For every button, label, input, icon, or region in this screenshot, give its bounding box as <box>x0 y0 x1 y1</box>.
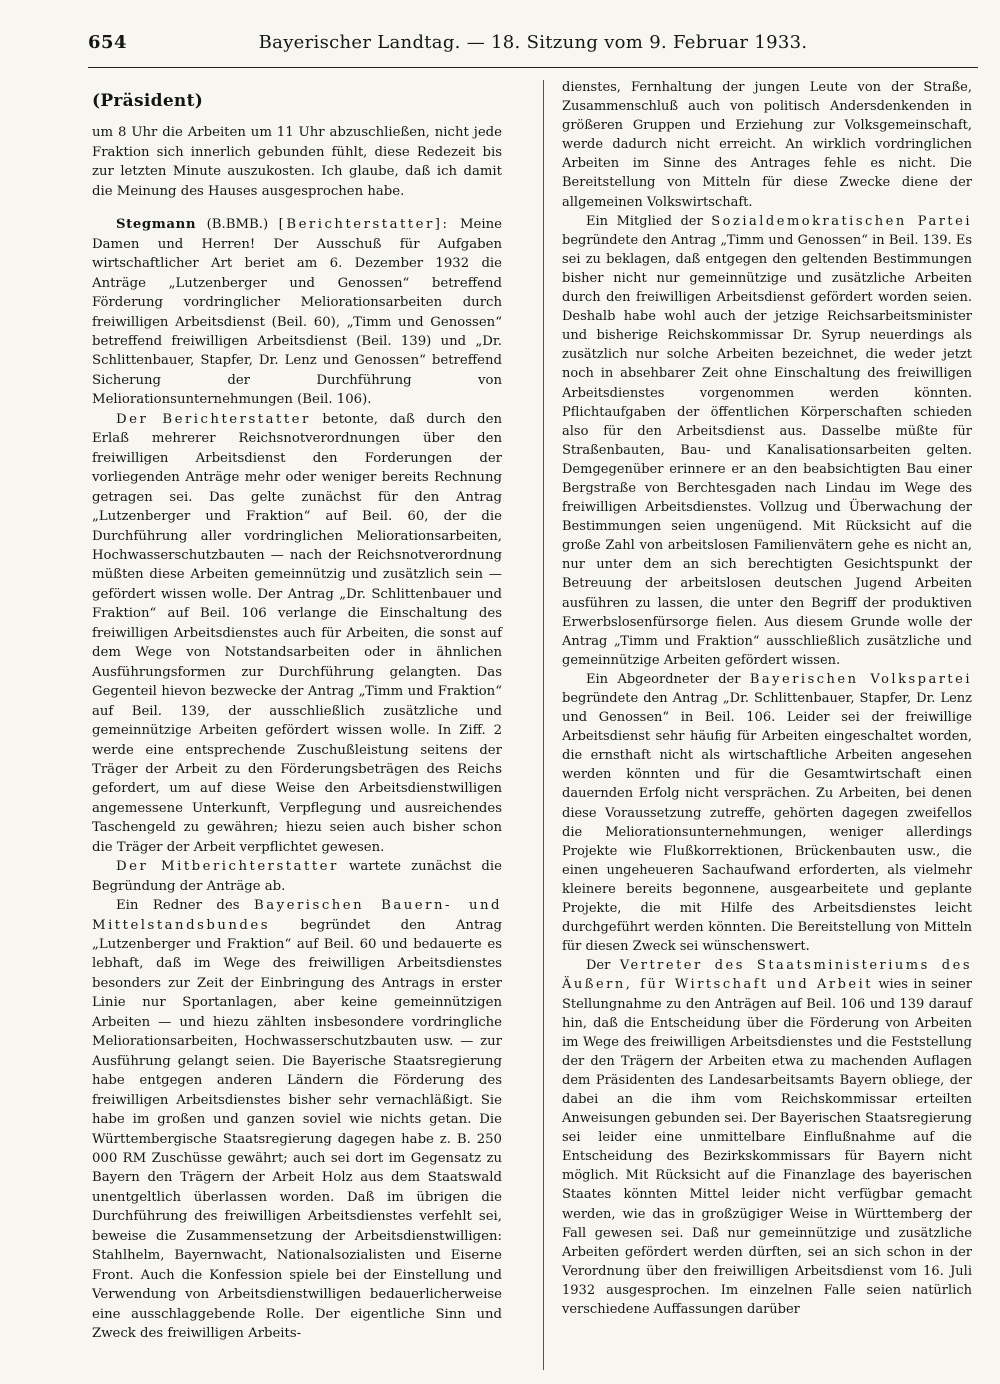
paragraph <box>562 212 972 670</box>
paragraph <box>92 410 502 857</box>
running-title: Bayerischer Landtag. — 18. Sitzung vom 9. Februar 1933. <box>258 32 808 53</box>
paragraph <box>562 670 972 956</box>
paragraph <box>92 215 502 410</box>
paragraph-lead: Der Berichterstatter <box>116 411 311 427</box>
party-name: Bayerischen Volkspartei <box>749 671 972 687</box>
paragraph <box>92 896 502 1343</box>
paragraph-text: Ein Redner des <box>116 898 254 914</box>
paragraph-text: wartete zunächst die Begründung der Anträge ab. <box>92 859 502 894</box>
paragraph-text: Der <box>586 958 620 974</box>
paragraph-text: betonte, daß durch den Erlaß mehrerer Reichsnotverordnungen über den freiwilligen Arbeitsdienst den Forderungen der vorliegenden Anträge mehr oder weniger bereits Rechnung getragen sei. Das gelte zunächst für den Antrag „Lutzenberger und Fraktion“ auf Beil. 60, der die Durchführung aller vordringlichen Meliorationsarbeiten, Hochwasserschutzbauten — nach der Reichsnotverordnung müßten diese Arbeiten gemeinnützig und zusätzlich sein — gefördert wissen wolle. Der Antrag „Dr. Schlittenbauer und Fraktion“ auf Beil. 106 verlange die Einschaltung des freiwilligen Arbeitsdienstes auch für Arbeiten, die sonst auf dem Wege von Notstandsarbeiten oder in ähnlichen Ausführungsformen zur Durchführung gelangten. Das Gegenteil hievon bezwecke der Antrag „Timm und Fraktion“ auf Beil. 139, der ausschließlich zusätzliche und gemeinnützige Arbeiten gefördert wissen wolle. In Ziff. 2 werde eine entsprechende Zuschußleistung seitens der Träger der Arbeit zu den Förderungsbeträgen des Reichs gefordert, um auf diese Weise den Arbeitsdienstwilligen angemessene Unterkunft, Verpflegung und ausreichendes Taschengeld zu gewähren; hiezu seien auch bisher schon die Träger der Arbeit verpflichtet gewesen. <box>92 411 502 855</box>
header-rule <box>88 67 978 68</box>
paragraph: dienstes, Fernhaltung der jungen Leute von der Straße, Zusammenschluß auch von politisch Andersdenkenden in größeren Gruppen und Erziehung zur Volksgemeinschaft, werde dadurch nicht erreicht. An wirklich vordringlichen Arbeiten im Sinne des Antrages fehle es nicht. Die Bereitstellung von Mitteln für diese Zwecke diene der allgemeinen Volkswirtschaft. <box>562 80 972 210</box>
paragraph-text: Ein Abgeordneter der <box>586 671 750 687</box>
paragraph-gap <box>92 201 502 215</box>
column-divider <box>543 80 544 1370</box>
paragraph <box>92 857 502 896</box>
paragraph-text: wies in seiner Stellungnahme zu den Anträgen auf Beil. 106 und 139 darauf hin, daß die Entscheidung über die Förderung von Arbeiten im Wege des freiwilligen Arbeitsdienstes und die Feststellung der den Trägern der Arbeiten etwa zu machenden Auflagen dem Präsidenten des Landesarbeitsamts Bayern obliege, der dabei an die ihm vom Reichskommissar erteilten Anweisungen gebunden sei. Der Bayerischen Staatsregierung sei leider eine unmittelbare Einflußnahme auf die Entscheidung des Bezirkskommissars für Bayern nicht möglich. Mit Rücksicht auf die Finanzlage des bayerischen Staates könnten Mittel leider nicht verfügbar gemacht werden, wie das in großzügiger Weise in Württemberg der Fall gewesen sei. Daß nur gemeinnützige und zusätzliche Arbeiten gefördert werden dürften, sei an sich schon in der Verordnung über den freiwilligen Arbeitsdienst vom 16. Juli 1932 ausgesprochen. Im einzelnen Falle seien natürlich verschiedene Auffassungen darüber <box>562 977 972 1317</box>
left-column <box>92 78 502 1344</box>
paragraph <box>562 956 972 1319</box>
paragraph-text: Ein Mitglied der <box>586 213 712 229</box>
party-name: Bayerischen Bauern- und Mittelstandsbundes <box>92 898 502 933</box>
paragraph-text: begründet den Antrag „Lutzenberger und Fraktion“ auf Beil. 60 und bedauerte es lebhaft, daß im Wege des freiwilligen Arbeitsdienstes besonders zur Zeit der Einbringung des Antrags in erster Linie nur Sportanlagen, aber keine gemeinnützigen Arbeiten — und hiezu zählten insbesondere vordringliche Meliorationsarbeiten, Hochwasserschutzbauten usw. — zur Ausführung gelangt seien. Die Bayerische Staatsregierung habe entgegen anderen Ländern die Förderung des freiwilligen Arbeitsdienstes bisher sehr vernachläßigt. Sie habe im großen und ganzen soviel wie nichts getan. Die Württembergische Staatsregierung dagegen habe z. B. 250 000 RM Zuschüsse gewährt; auch sei dort im Gegensatz zu Bayern den Trägern der Arbeit Holz aus dem Staatswald unentgeltlich überlassen worden. Daß im übrigen die Durchführung des freiwilligen Arbeitsdienstes verfehlt sei, beweise die Zusammensetzung der Arbeitsdienstwilligen: Stahlhelm, Bayernwacht, Nationalsozialisten und Eiserne Front. Auch die Konfession spiele bei der Einstellung und Verwendung von Arbeitsdienstwilligen bedauerlicherweise eine ausschlaggebende Rolle. Der eigentliche Sinn und Zweck des freiwilligen Arbeits- <box>92 917 502 1342</box>
section-heading: (Präsident) <box>92 91 204 111</box>
speaker-party: (B.BMB.) <box>206 217 269 233</box>
page-number: 654 <box>88 32 128 53</box>
paragraph: um 8 Uhr die Arbeiten um 11 Uhr abzuschließen, nicht jede Fraktion sich innerlich gebunden fühlt, diese Redezeit bis zur letzten Minute auszukosten. Ich glaube, daß ich damit die Meinung des Hauses ausgesprochen habe. <box>92 125 502 199</box>
paragraph-text: begründete den Antrag „Timm und Genossen“ in Beil. 139. Es sei zu beklagen, daß entgegen den geltenden Bestimmungen bisher nicht nur gemeinnützige und zusätzliche Arbeiten durch den freiwilligen Arbeitsdienst gefördert worden seien. Deshalb habe wohl auch der jetzige Reichsarbeitsminister und bisherige Reichskommissar Dr. Syrup neuerdings als zusätzlich nur solche Arbeiten bezeichnet, die weder jetzt noch in absehbarer Zeit ohne Einschaltung des freiwilligen Arbeitsdienstes vorgenommen werden könnten. Pflichtaufgaben der öffentlichen Körperschaften schieden also für den Arbeitsdienst aus. Dasselbe müßte für Straßenbauten, Bau- und Kanalisationsarbeiten gelten. Demgegenüber erinnere er an den beabsichtigten Bau einer Bergstraße von Berchtesgaden nach Lindau im Wege des freiwilligen Arbeitsdienstes. Vollzug und Überwachung der Bestimmungen seien ungenügend. Mit Rücksicht auf die große Zahl von arbeitslosen Familienvätern gehe es nicht an, nur unter dem an sich berechtigten Gesichtspunkt der Betreuung der arbeitslosen deutschen Jugend Arbeiten ausführen zu lassen, die unter den Begriff der produktiven Erwerbslosenfürsorge fielen. Aus diesem Grunde wolle der Antrag „Timm und Fraktion“ ausschließlich zusätzliche und gemeinnützige Arbeiten gefördert wissen. <box>562 232 972 668</box>
right-column <box>562 78 972 1319</box>
paragraph-text: Meine Damen und Herren! Der Ausschuß für Aufgaben wirtschaftlicher Art beriet am 6. Dezember 1932 die Anträge „Lutzenberger und Genossen“ betreffend Förderung vordringlicher Meliorationsarbeiten durch freiwilligen Arbeitsdienst (Beil. 60), „Timm und Genossen“ betreffend freiwilligen Arbeitsdienst (Beil. 139) und „Dr. Schlittenbauer, Stapfer, Dr. Lenz und Genossen“ betreffend Sicherung der Durchführung von Meliorationsunternehmungen (Beil. 106). <box>92 217 502 408</box>
ministry-name: Vertreter des Staatsministeriums des Äußern, für Wirtschaft und Arbeit <box>562 958 972 993</box>
speaker-role: [Berichterstatter]: <box>278 217 450 233</box>
paragraph-text: begründete den Antrag „Dr. Schlittenbauer, Stapfer, Dr. Lenz und Genossen“ in Beil. 106. Leider sei der freiwillige Arbeitsdienst sehr häufig für Arbeiten eingeschaltet worden, die ernsthaft nicht als wirtschaftliche Arbeiten angesehen werden könnten und für die Gesamtwirtschaft einen dauernden Erfolg nicht versprächen. Zu Arbeiten, bei denen diese Voraussetzung zutreffe, gehörten dagegen zweifellos die Meliorationsunternehmungen, weniger allerdings Projekte wie Flußkorrektionen, Brückenbauten usw., die einen ungeheueren Sachaufwand erforderten, als vielmehr kleinere bereits begonnene, ausgearbeitete und geplante Projekte, die mit Hilfe des Arbeitsdienstes leicht durchgeführt werden könnten. Die Bereitstellung von Mitteln für diesen Zweck sei wünschenswert. <box>562 691 972 955</box>
party-name: Sozialdemokratischen Partei <box>711 213 972 229</box>
speaker-name: Stegmann <box>116 217 197 233</box>
paragraph-lead: Der Mitberichterstatter <box>116 859 339 875</box>
page-header <box>88 32 978 62</box>
